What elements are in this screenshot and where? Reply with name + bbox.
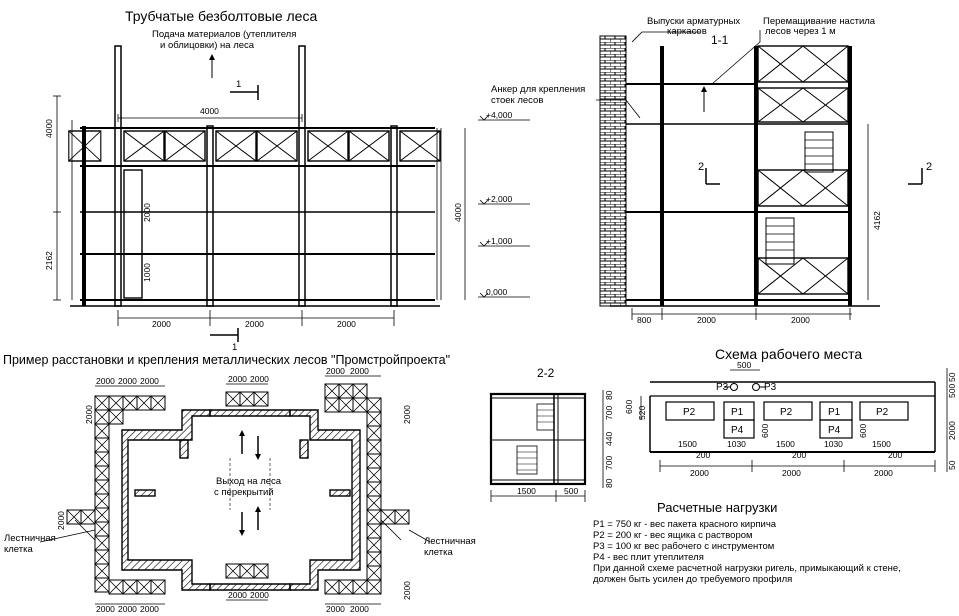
wp-dim-50-bottom: 50	[947, 460, 957, 470]
wp-dim-200-1: 200	[696, 450, 711, 460]
wp-dim-50-top: 50	[947, 372, 957, 382]
wp-dim-600-right: 600	[858, 423, 868, 438]
dim-4162: 4162	[872, 211, 882, 230]
wp-dim-500-right: 500	[947, 383, 957, 398]
dim-bottom-3: 2000	[337, 319, 356, 329]
load-p4-1: P4	[731, 425, 744, 436]
level-1000: +1,000	[486, 236, 513, 246]
plan-dim-top-2: 2000	[118, 376, 137, 386]
wp-dim-1030-2: 1030	[824, 439, 843, 449]
s22-dim-440: 440	[604, 431, 614, 446]
plan-dim-top-mid-2: 2000	[250, 374, 269, 384]
exit-note-line1: Выход на леса	[216, 476, 282, 487]
supply-note-line1: Подача материалов (утеплителя	[152, 29, 297, 40]
wp-dim-2000-2: 2000	[782, 468, 801, 478]
load-p2-2: P2	[780, 407, 793, 418]
dim-bottom-2: 2000	[245, 319, 264, 329]
example-title: Пример расстановки и крепления металлических лесов "Промстройпроекта"	[3, 353, 451, 367]
deck-note-line1: Перемащивание настила	[763, 16, 876, 27]
wp-dim-1500-1: 1500	[678, 439, 697, 449]
plan-dim-top-mid-1: 2000	[228, 374, 247, 384]
deck-note-line2: лесов через 1 м	[765, 26, 836, 37]
plan-dim-bottom-right-2: 2000	[350, 604, 369, 614]
plan-dim-side-3: 2000	[402, 405, 412, 424]
dim-door-1000: 1000	[142, 263, 152, 282]
workplace-title: Схема рабочего места	[715, 346, 863, 362]
s22-dim-80-bottom: 80	[604, 478, 614, 488]
supply-note-line2: и облицовки) на леса	[160, 40, 255, 51]
wp-dim-600-mid: 600	[760, 423, 770, 438]
wp-dim-2000-3: 2000	[874, 468, 893, 478]
plan-dim-side-4: 2000	[402, 581, 412, 600]
rebar-note-line2: каркасов	[667, 26, 707, 37]
load-p2-3: P2	[876, 407, 889, 418]
s22-dim-700-b: 700	[604, 455, 614, 470]
main-title: Трубчатые безболтовые леса	[125, 8, 318, 24]
plan-dim-top-1: 2000	[96, 376, 115, 386]
plan-dim-top-right-2: 2000	[350, 366, 369, 376]
stair-left-line2: клетка	[4, 544, 33, 555]
plan-dim-side-1: 2000	[84, 405, 94, 424]
load-p3-right: P3	[764, 382, 777, 393]
load-p1-1: P1	[731, 407, 744, 418]
load-line-2: P2 = 200 кг - вес ящика с раствором	[593, 530, 753, 541]
plan-dim-bottom-3: 2000	[140, 604, 159, 614]
load-line-4: P4 - вес плит утеплителя	[593, 552, 704, 563]
dim-bottom-1: 2000	[152, 319, 171, 329]
dim-2000-b: 2000	[791, 315, 810, 325]
load-p3-left: P3	[716, 382, 729, 393]
level-2000: +2,000	[486, 194, 513, 204]
stair-left-line1: Лестничная	[4, 533, 56, 544]
section-2-2	[491, 390, 603, 502]
wp-dim-1500-3: 1500	[872, 439, 891, 449]
load-line-5: При данной схеме расчетной нагрузки ригель, примыкающий к стене,	[593, 563, 901, 574]
dim-top-4000: 4000	[200, 106, 219, 116]
section-2-mark-left: 2	[698, 161, 705, 173]
plan-dim-bottom-mid-1: 2000	[228, 590, 247, 600]
plan-dim-bottom-2: 2000	[118, 604, 137, 614]
load-p4-2: P4	[828, 425, 841, 436]
loads-title: Расчетные нагрузки	[657, 500, 778, 515]
wp-dim-520: 520	[637, 405, 647, 420]
loads-legend	[593, 519, 901, 585]
section-2-2-label: 2-2	[537, 366, 555, 380]
load-line-6: должен быть усилен до требуемого профиля	[593, 574, 793, 585]
level-0000: 0,000	[486, 287, 508, 297]
plan-dim-bottom-right-1: 2000	[326, 604, 345, 614]
load-line-3: P3 = 100 кг вес рабочего с инструментом	[593, 541, 775, 552]
s22-dim-80-top: 80	[604, 390, 614, 400]
exit-note-line2: с перекрытий	[214, 487, 274, 498]
anchor-note-line1: Анкер для крепления	[491, 84, 586, 95]
plan-dim-top-right-1: 2000	[326, 366, 345, 376]
wp-dim-1500-2: 1500	[776, 439, 795, 449]
load-line-1: P1 = 750 кг - вес пакета красного кирпича	[593, 519, 777, 530]
wp-dim-200-2: 200	[792, 450, 807, 460]
dim-left-4000: 4000	[44, 119, 54, 138]
wp-dim-200-3: 200	[888, 450, 903, 460]
plan-dim-top-3: 2000	[140, 376, 159, 386]
plan-dim-bottom-1: 2000	[96, 604, 115, 614]
stair-right-line1: Лестничная	[424, 536, 476, 547]
dim-2000-a: 2000	[697, 315, 716, 325]
wp-dim-500: 500	[737, 360, 752, 370]
stair-right-line2: клетка	[424, 547, 453, 558]
dim-left-2162: 2162	[44, 251, 54, 270]
wp-dim-2000-right: 2000	[947, 421, 957, 440]
wp-dim-600-left: 600	[624, 399, 634, 414]
section-mark-top: 1	[236, 79, 242, 90]
dim-right-4000: 4000	[453, 203, 463, 222]
s22-dim-1500: 1500	[517, 486, 536, 496]
s22-dim-700-a: 700	[604, 405, 614, 420]
plan-dim-side-2: 2000	[56, 511, 66, 530]
section-1-1-label: 1-1	[711, 33, 729, 47]
section-mark-bottom: 1	[232, 342, 238, 353]
section-1-1	[596, 30, 922, 320]
wp-dim-2000-1: 2000	[690, 468, 709, 478]
wp-dim-1030-1: 1030	[727, 439, 746, 449]
rebar-note-line1: Выпуски арматурных	[647, 16, 741, 27]
s22-dim-500: 500	[564, 486, 579, 496]
section-2-mark-right: 2	[926, 161, 933, 173]
dim-door-2000: 2000	[142, 203, 152, 222]
load-p2-1: P2	[683, 407, 696, 418]
plan-dim-bottom-mid-2: 2000	[250, 590, 269, 600]
load-p1-2: P1	[828, 407, 841, 418]
dim-800: 800	[637, 315, 652, 325]
level-4000: +4,000	[486, 110, 513, 120]
scaffold-elevation	[53, 46, 530, 342]
anchor-note-line2: стоек лесов	[491, 95, 544, 106]
